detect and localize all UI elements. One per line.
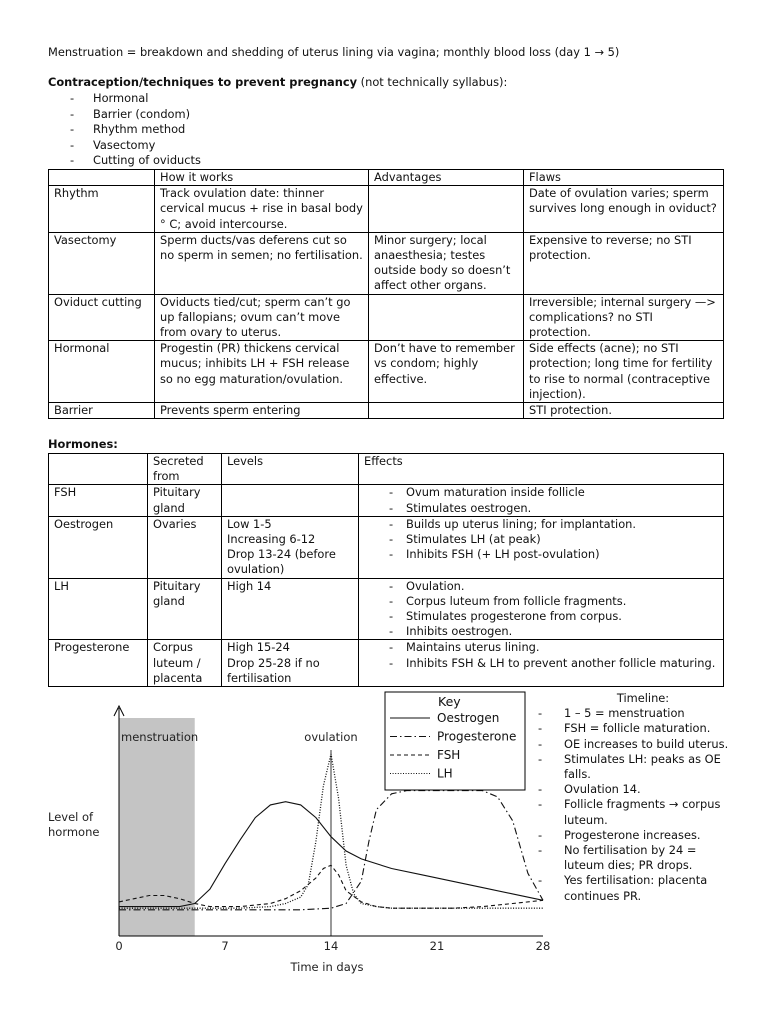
list-item: - FSH = follicle maturation. — [530, 721, 740, 736]
table-cell: Side effects (acne); no STI protection; long time for fertility to rise to normal (contraceptive injection). — [524, 341, 724, 403]
table-row — [49, 232, 724, 294]
legend-label-lh: LH — [437, 766, 453, 781]
contraception-heading-bold: Contraception/techniques to prevent pregnancy — [48, 75, 358, 89]
list-item: - Follicle fragments → corpus luteum. — [530, 797, 740, 827]
menstruation-shaded-region — [119, 718, 195, 936]
contraception-methods-list — [48, 91, 201, 169]
list-item: - No fertilisation by 24 = luteum dies; PR drops. — [530, 843, 740, 873]
menstruation-label: menstruation — [121, 730, 199, 744]
table-cell: Barrier — [49, 403, 155, 419]
list-item: - Corpus luteum from follicle fragments. — [359, 594, 718, 609]
hormone-source: Pituitary gland — [148, 578, 222, 640]
table-row — [49, 485, 724, 516]
hormone-name: FSH — [49, 485, 148, 516]
table-cell: Oviduct cutting — [49, 294, 155, 341]
list-item: - Barrier (condom) — [48, 107, 201, 123]
table-row — [49, 341, 724, 403]
hormone-levels: High 15-24 Drop 25-28 if no fertilisation — [222, 640, 359, 687]
table-cell: Don’t have to remember vs condom; highly effective. — [369, 341, 524, 403]
timeline-panel — [530, 691, 740, 904]
list-item: - Stimulates LH: peaks as OE falls. — [530, 752, 740, 782]
table-cell — [369, 294, 524, 341]
table-cell: Date of ovulation varies; sperm survives long enough in oviduct? — [524, 186, 724, 233]
header-cell: Flaws — [524, 170, 724, 186]
list-item: - Hormonal — [48, 91, 201, 107]
header-cell — [49, 170, 155, 186]
list-item: - Vasectomy — [48, 138, 201, 154]
contraception-heading-note: (not technically syllabus): — [357, 75, 508, 89]
hormone-source: Pituitary gland — [148, 485, 222, 516]
x-axis-label: Time in days — [290, 960, 364, 974]
hormone-effects — [359, 640, 724, 687]
hormone-levels: Low 1-5 Increasing 6-12 Drop 13-24 (before ovulation) — [222, 516, 359, 578]
table-cell — [369, 186, 524, 233]
header-cell: How it works — [155, 170, 369, 186]
hormone-name: Oestrogen — [49, 516, 148, 578]
table-cell: Prevents sperm entering — [155, 403, 369, 419]
list-item: - Progesterone increases. — [530, 828, 740, 843]
header-cell: Effects — [359, 454, 724, 485]
list-item: - Inhibits oestrogen. — [359, 624, 718, 639]
list-item: - Stimulates LH (at peak) — [359, 532, 718, 547]
list-item: - Builds up uterus lining; for implantation. — [359, 517, 718, 532]
table-row — [49, 403, 724, 419]
hormone-effects — [359, 485, 724, 516]
list-item: - Rhythm method — [48, 122, 201, 138]
list-item: - Cutting of oviducts — [48, 153, 201, 169]
hormones-table — [48, 453, 724, 687]
table-cell — [369, 403, 524, 419]
legend-label-fsh: FSH — [437, 748, 461, 762]
table-header-row — [49, 170, 724, 186]
legend-title: Key — [438, 694, 461, 709]
table-cell: STI protection. — [524, 403, 724, 419]
x-tick-label: 28 — [535, 939, 551, 953]
table-row — [49, 640, 724, 687]
table-cell: Progestin (PR) thickens cervical mucus; inhibits LH + FSH release so no egg maturation/ovulation. — [155, 341, 369, 403]
list-item: - Inhibits FSH (+ LH post-ovulation) — [359, 547, 718, 562]
hormones-heading: Hormones: — [48, 437, 118, 451]
hormone-level-chart — [40, 688, 551, 978]
hormone-name: LH — [49, 578, 148, 640]
list-item: - Maintains uterus lining. — [359, 640, 718, 655]
hormone-source: Corpus luteum / placenta — [148, 640, 222, 687]
hormone-source: Ovaries — [148, 516, 222, 578]
x-tick-label: 14 — [323, 939, 339, 953]
list-item: - Stimulates oestrogen. — [359, 501, 718, 516]
table-cell: Minor surgery; local anaesthesia; testes outside body so doesn’t affect other organs. — [369, 232, 524, 294]
header-cell: Levels — [222, 454, 359, 485]
list-item: - Ovulation. — [359, 579, 718, 594]
table-cell: Hormonal — [49, 341, 155, 403]
list-item: - Ovum maturation inside follicle — [359, 485, 718, 500]
contraception-heading — [48, 75, 507, 90]
list-item: - 1 – 5 = menstruation — [530, 706, 740, 721]
table-row — [49, 186, 724, 233]
x-tick-label: 0 — [115, 939, 123, 953]
list-item: - Stimulates progesterone from corpus. — [359, 609, 718, 624]
y-axis-label-line1: Level of — [48, 810, 94, 824]
header-cell: Secreted from — [148, 454, 222, 485]
x-tick-label: 7 — [221, 939, 229, 953]
table-cell: Vasectomy — [49, 232, 155, 294]
table-row — [49, 294, 724, 341]
table-cell: Oviducts tied/cut; sperm can’t go up fallopians; ovum can’t move from ovary to uterus. — [155, 294, 369, 341]
intro-text: Menstruation = breakdown and shedding of uterus lining via vagina; monthly blood loss (day 1 → 5) — [48, 45, 620, 59]
y-axis-label-line2: hormone — [48, 825, 100, 839]
hormone-levels — [222, 485, 359, 516]
header-cell — [49, 454, 148, 485]
legend-label-progesterone: Progesterone — [437, 729, 517, 744]
timeline-title: Timeline: — [616, 691, 670, 705]
table-header-row — [49, 454, 724, 485]
list-item: - Yes fertilisation: placenta continues PR. — [530, 873, 740, 903]
table-row — [49, 516, 724, 578]
legend-label-oestrogen: Oestrogen — [437, 711, 500, 725]
contraception-table — [48, 169, 724, 419]
hormone-effects — [359, 516, 724, 578]
ovulation-label: ovulation — [304, 730, 358, 744]
table-cell: Rhythm — [49, 186, 155, 233]
table-cell: Expensive to reverse; no STI protection. — [524, 232, 724, 294]
timeline-list — [530, 706, 740, 904]
table-cell: Track ovulation date: thinner cervical mucus + rise in basal body ° C; avoid intercourse. — [155, 186, 369, 233]
hormone-name: Progesterone — [49, 640, 148, 687]
header-cell: Advantages — [369, 170, 524, 186]
table-cell: Sperm ducts/vas deferens cut so no sperm in semen; no fertilisation. — [155, 232, 369, 294]
hormone-effects — [359, 578, 724, 640]
table-cell: Irreversible; internal surgery —> complications? no STI protection. — [524, 294, 724, 341]
list-item: - Ovulation 14. — [530, 782, 740, 797]
x-tick-label: 21 — [429, 939, 445, 953]
hormone-levels: High 14 — [222, 578, 359, 640]
list-item: - OE increases to build uterus. — [530, 737, 740, 752]
table-row — [49, 578, 724, 640]
list-item: - Inhibits FSH & LH to prevent another follicle maturing. — [359, 656, 718, 671]
